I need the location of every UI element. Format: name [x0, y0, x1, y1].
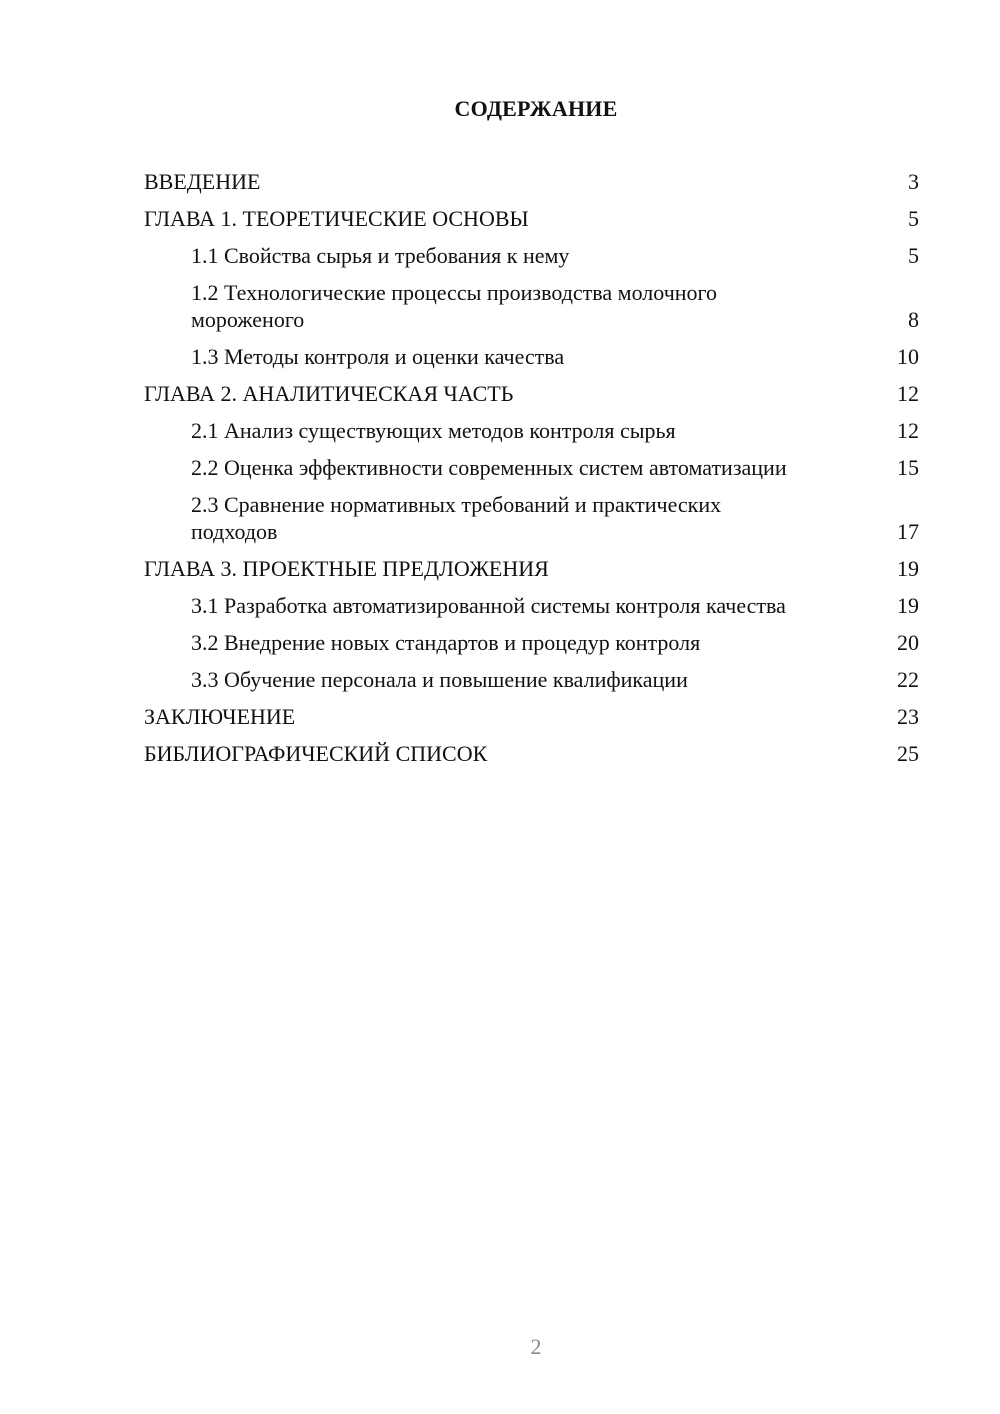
toc-entry-text: ГЛАВА 3. ПРОЕКТНЫЕ ПРЕДЛОЖЕНИЯ [144, 556, 549, 581]
toc-entry-page: 12 [897, 418, 919, 443]
toc-entry-section-2-1[interactable] [144, 417, 919, 444]
toc-entry-section-3-3[interactable] [144, 666, 919, 693]
toc-entry-text: 1.3 Методы контроля и оценки качества [191, 344, 565, 369]
toc-entry-text: 2.2 Оценка эффективности современных систем автоматизации [191, 455, 787, 480]
toc-entry-page: 3 [908, 169, 919, 194]
toc-entry-page: 19 [897, 593, 919, 618]
toc-entry-section-3-1[interactable] [144, 592, 919, 619]
toc-entry-text: 2.3 Сравнение нормативных требований и практических подходов [191, 492, 722, 544]
toc-entry-chapter-1[interactable] [144, 205, 919, 232]
toc-entry-page: 22 [897, 667, 919, 692]
toc-entry-chapter-2[interactable] [144, 380, 919, 407]
toc-entry-section-1-3[interactable] [144, 343, 919, 370]
toc-entry-text: 1.1 Свойства сырья и требования к нему [191, 243, 570, 268]
toc-entry-section-2-3[interactable] [144, 491, 919, 545]
toc-entry-section-2-2[interactable] [144, 454, 919, 481]
toc-entry-page: 8 [908, 307, 919, 332]
toc-entry-text: 3.2 Внедрение новых стандартов и процедур контроля [191, 630, 701, 655]
toc-entry-page: 19 [897, 556, 919, 581]
toc-entry-text: ВВЕДЕНИЕ [144, 169, 261, 194]
toc-entry-section-1-1[interactable] [144, 242, 919, 269]
toc-entry-text: 1.2 Технологические процессы производства молочного мороженого [191, 280, 718, 332]
toc-entry-page: 17 [897, 519, 919, 544]
toc-entry-page: 20 [897, 630, 919, 655]
toc-entry-text: 3.1 Разработка автоматизированной системы контроля качества [191, 593, 786, 618]
toc-entry-introduction[interactable] [144, 168, 919, 195]
toc-title: СОДЕРЖАНИЕ [454, 96, 618, 121]
toc-entry-section-3-2[interactable] [144, 629, 919, 656]
toc-entry-text: ГЛАВА 1. ТЕОРЕТИЧЕСКИЕ ОСНОВЫ [144, 206, 529, 231]
toc-entry-page: 10 [897, 344, 919, 369]
page-number: 2 [530, 1334, 542, 1359]
toc-entry-page: 5 [908, 243, 919, 268]
toc-entry-text: ГЛАВА 2. АНАЛИТИЧЕСКАЯ ЧАСТЬ [144, 381, 514, 406]
toc-entry-text: 3.3 Обучение персонала и повышение квалификации [191, 667, 688, 692]
toc-entry-page: 25 [897, 741, 919, 766]
toc-entry-page: 15 [897, 455, 919, 480]
toc-entry-text: 2.1 Анализ существующих методов контроля сырья [191, 418, 676, 443]
toc-entry-page: 5 [908, 206, 919, 231]
toc-entry-text: ЗАКЛЮЧЕНИЕ [144, 704, 296, 729]
toc-entry-page: 23 [897, 704, 919, 729]
table-of-contents [144, 168, 919, 777]
toc-entry-chapter-3[interactable] [144, 555, 919, 582]
toc-entry-bibliography[interactable] [144, 740, 919, 767]
toc-entry-conclusion[interactable] [144, 703, 919, 730]
toc-entry-page: 12 [897, 381, 919, 406]
toc-entry-section-1-2[interactable] [144, 279, 919, 333]
toc-entry-text: БИБЛИОГРАФИЧЕСКИЙ СПИСОК [144, 741, 488, 766]
